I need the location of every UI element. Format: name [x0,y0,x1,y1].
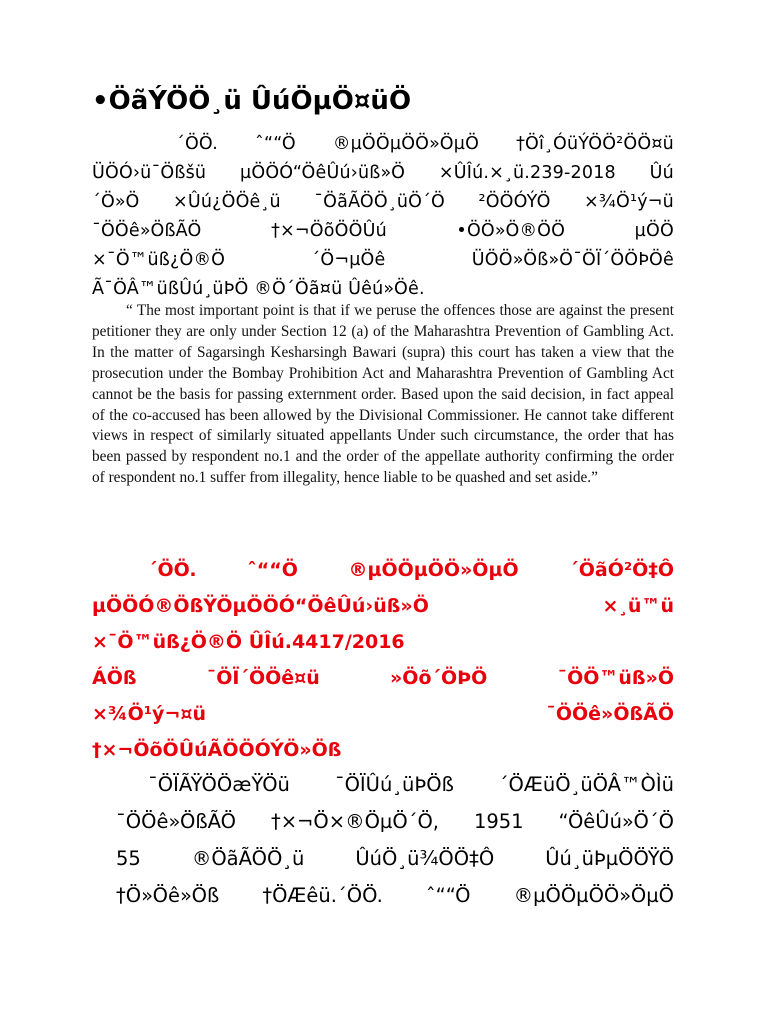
case-title-line [92,732,674,768]
body-paragraph [92,766,674,914]
word: ÛúÖ¸ü¾ÖÖ‡Ô [355,847,495,870]
case-title-line [92,624,674,660]
word: •ÖÖ»Ö®ÖÖ [456,221,566,241]
word: ®µÖÖµÖÖ»ÖµÖ [513,884,674,907]
word: ˆ““Ö [425,884,471,907]
word: 55 [116,847,141,870]
word: †×¬ÖõÖÛúÃÖÖÓÝÖ»Öß [92,739,342,761]
word: ®µÖÖµÖÖ»ÖµÖ [348,559,519,581]
word: ˆ““Ö [247,559,298,581]
word: †×¬Ö×®ÖµÖ´Ö, [270,810,439,833]
word: ×¾Ö¹ý¬ü [584,192,674,212]
word: ¯ÖÏ´ÖÖê¤ü [206,667,320,689]
word: ¯ÖÏÛú¸üÞÖß [334,773,454,796]
body-line [92,803,674,840]
word: ¯ÖÏÃŸÖÖæŸÖü [148,773,290,796]
word: ¯ÖÖê»ÖßÃÖ [546,703,674,725]
word: ´ÖÆüÖ¸üÖÂ™ÒÌü [498,773,674,796]
word: Ã¯ÖÂ™üßÛú¸üÞÖ ®Ö´Öã¤ü Ûêú»Öê. [92,279,425,299]
case-title-line [92,696,674,732]
word: ÜÖÖ»Öß»Ö¯ÖÏ´ÖÖÞÖê [471,250,674,270]
intro-line [92,246,674,275]
word: ´Ö¬µÖê [311,250,386,270]
case-title-line [92,588,674,624]
word: ÜÖÓ›ü¯Ößšü [92,163,207,183]
word: ®ÖãÃÖÖ¸ü [191,847,305,870]
word: ´ÖÖ. [176,134,218,154]
word: “ÖêÛú»Ö´Ö [558,810,674,833]
word: ×¯Ö™üß¿Ö®Ö ÛÎú.4417/2016 [92,631,405,653]
word: µÖÖÓ®ÖßŸÖµÖÖÓ“ÖêÛú›üß»Ö [92,595,429,617]
intro-line [92,217,674,246]
word: †Öî¸ÓüÝÖÖ²ÖÖ¤ü [516,134,674,154]
intro-line [92,130,674,159]
word: 1951 [473,810,524,833]
word: Ûú¸üÞµÖÖŸÖ [545,847,674,870]
word: ´Ö»Ö [92,192,140,212]
word: ×¸ü™ü [602,595,674,617]
section-heading: •ÖãÝÖÖ¸ü ÛúÖµÖ¤üÖ [92,86,412,116]
word: ˆ““Ö [255,134,296,154]
word: ¯ÖÖê»ÖßÃÖ [92,221,202,241]
word: ²ÖÖÓÝÖ [478,192,551,212]
word: ®µÖÖµÖÖ»ÖµÖ [332,134,480,154]
intro-paragraph [92,130,674,304]
word: ÁÖß [92,667,137,689]
word: »Öõ´ÖÞÖ [390,667,488,689]
word: ×ÛÎú.×¸ü.239-2018 [438,163,616,183]
word: µÖÖÓ“ÖêÛú›üß»Ö [240,163,406,183]
word: †ÖÆêü.´ÖÖ. [262,884,383,907]
word: ×¯Ö™üß¿Ö®Ö [92,250,226,270]
case-title-block [92,552,674,768]
case-title-line [92,660,674,696]
word: µÖÖ [634,221,674,241]
word: ¯ÖÖ™üß»Ö [557,667,674,689]
word: †Ö»Öê»Öß [116,884,220,907]
word: ¯ÖÖê»ÖßÃÖ [116,810,237,833]
word: ×Ûú¿ÖÖê¸ü [172,192,281,212]
word: ´ÖãÓ²Ö‡Ô [569,559,674,581]
intro-line [92,275,674,304]
intro-line [92,188,674,217]
body-line [92,766,674,803]
word: Ûú [649,163,674,183]
case-title-line [92,552,674,588]
word: †×¬ÖõÖÖÛú [271,221,387,241]
body-line [92,840,674,877]
body-line [92,877,674,914]
court-quote-paragraph: “ The most important point is that if we peruse the offences those are against the present petitioner they are only under Section 12 (a) of the Maharashtra Prevention of Gambling Act. In the matter of Sagarsingh Kesharsingh Bawari (supra) this court has taken a view that the prosecution under the Bombay Prohibition Act and Maharashtra Prevention of Gambling Act cannot be the basis for passing externment order. Based upon the said decision, in fact appeal of the co-accused has been allowed by the Divisional Commissioner. He cannot take different views in respect of similarly situated appellants Under such circumstance, the order that has been passed by respondent no.1 and the order of the appellate authority confirming the order of respondent no.1 suffer from illegality, hence liable to be quashed and set aside.” [92,302,674,487]
word: ×¾Ö¹ý¬¤ü [92,703,206,725]
word: ¯ÖãÃÖÖ¸üÖ´Ö [314,192,446,212]
word: ´ÖÖ. [148,559,197,581]
intro-line [92,159,674,188]
